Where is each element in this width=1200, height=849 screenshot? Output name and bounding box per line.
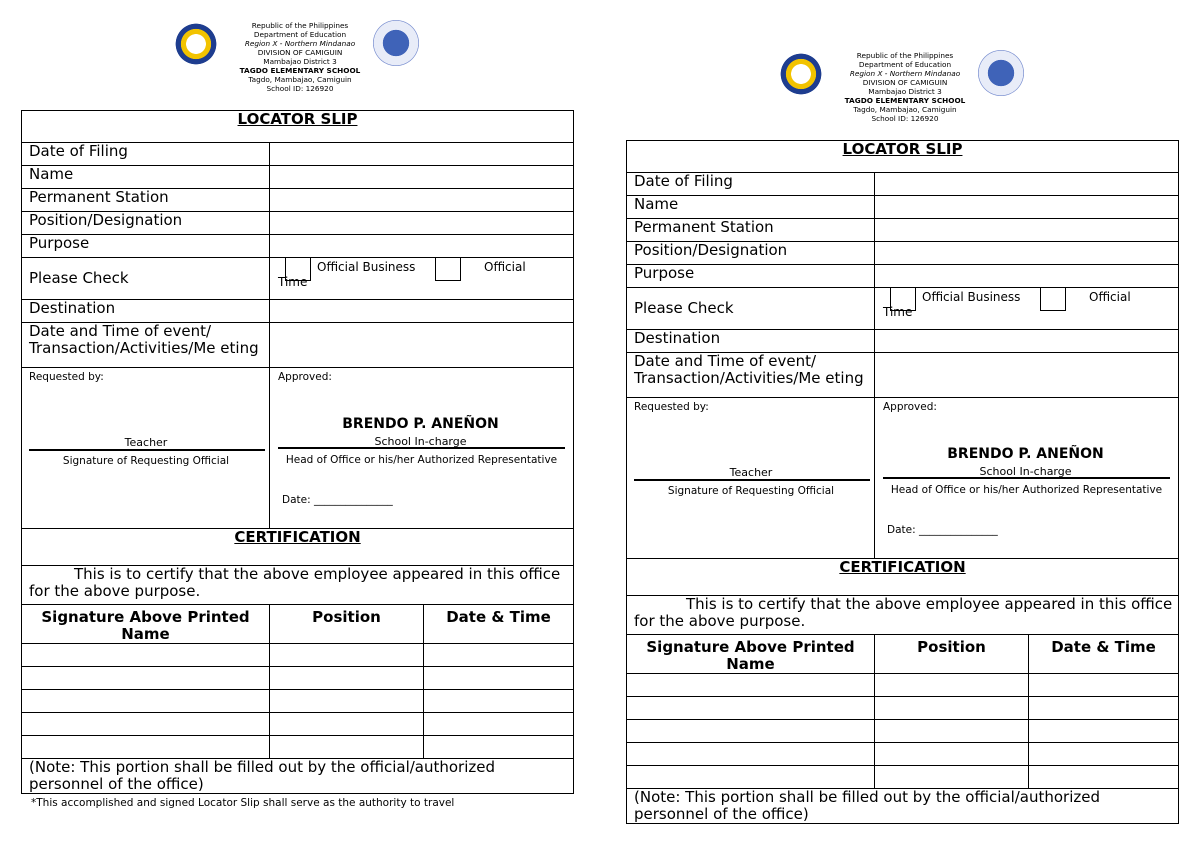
position-field[interactable]	[875, 242, 1179, 265]
signature-line	[634, 479, 870, 481]
field-label: Name	[627, 196, 875, 219]
column-header: Position	[875, 635, 1029, 674]
header-line: School ID: 126920	[871, 114, 939, 123]
signature-caption: Signature of Requesting Official	[667, 485, 835, 497]
name-field[interactable]	[270, 166, 574, 189]
date-of-filing-field[interactable]	[875, 173, 1179, 196]
field-label: Date of Filing	[627, 173, 875, 196]
header-line: Mambajao District 3	[868, 87, 942, 96]
table-cell[interactable]	[270, 644, 424, 667]
field-label: Purpose	[22, 235, 270, 258]
table-cell[interactable]	[424, 736, 574, 759]
certification-title: CERTIFICATION	[627, 559, 1179, 596]
name-field[interactable]	[875, 196, 1179, 219]
signature-line	[883, 477, 1170, 479]
column-header: Signature Above Printed Name	[627, 635, 875, 674]
table-cell[interactable]	[424, 690, 574, 713]
field-label: Destination	[22, 300, 270, 323]
table-cell[interactable]	[424, 713, 574, 736]
header-line: Tagdo, Mambajao, Camiguin	[853, 105, 957, 114]
field-label: Please Check	[627, 288, 875, 330]
checkbox-label: Official Business	[317, 260, 416, 274]
destination-field[interactable]	[875, 330, 1179, 353]
checkbox-label-wrap: Time	[883, 305, 913, 319]
checkbox-label: Official	[484, 260, 526, 274]
certification-title: CERTIFICATION	[22, 529, 574, 566]
permanent-station-field[interactable]	[875, 219, 1179, 242]
table-cell[interactable]	[270, 667, 424, 690]
approved-cell	[270, 368, 574, 529]
certification-note: (Note: This portion shall be filled out by the official/authorized personnel of the office)	[627, 789, 1179, 824]
checkbox-label: Official	[1089, 290, 1131, 304]
form-title: LOCATOR SLIP	[627, 141, 1179, 173]
permanent-station-field[interactable]	[270, 189, 574, 212]
column-header: Position	[270, 605, 424, 644]
table-cell[interactable]	[22, 690, 270, 713]
header-line: DIVISION OF CAMIGUIN	[257, 48, 343, 57]
header-line: Department of Education	[858, 60, 952, 69]
date-time-field[interactable]	[270, 323, 574, 368]
approved-cell	[875, 398, 1179, 559]
field-label: Permanent Station	[22, 189, 270, 212]
approver-caption: Head of Office or his/her Authorized Representative	[890, 484, 1163, 496]
table-cell[interactable]	[875, 674, 1029, 697]
approval-date-field[interactable]: Date: _______________	[887, 524, 998, 536]
table-cell[interactable]	[270, 713, 424, 736]
table-cell[interactable]	[424, 644, 574, 667]
date-of-filing-field[interactable]	[270, 143, 574, 166]
locator-slip-right	[626, 30, 1178, 824]
table-cell[interactable]	[627, 766, 875, 789]
requested-by-label: Requested by:	[29, 371, 104, 383]
header-line: Region X - Northern Mindanao	[849, 69, 961, 78]
official-time-checkbox[interactable]	[435, 257, 461, 281]
approver-name: BRENDO P. ANEÑON	[947, 446, 1104, 462]
requested-by-cell	[627, 398, 875, 559]
check-options	[270, 258, 574, 300]
table-cell[interactable]	[22, 736, 270, 759]
table-cell[interactable]	[424, 667, 574, 690]
certification-text-cell	[627, 596, 1179, 635]
table-cell[interactable]	[875, 720, 1029, 743]
signature-line	[29, 449, 265, 451]
table-cell[interactable]	[875, 697, 1029, 720]
check-options	[875, 288, 1179, 330]
header-line: School ID: 126920	[266, 84, 334, 93]
table-cell[interactable]	[1029, 720, 1179, 743]
signature-line	[278, 447, 565, 449]
requested-by-cell	[22, 368, 270, 529]
table-cell[interactable]	[627, 697, 875, 720]
table-cell[interactable]	[1029, 743, 1179, 766]
table-cell[interactable]	[22, 667, 270, 690]
requested-by-label: Requested by:	[634, 401, 709, 413]
approver-name: BRENDO P. ANEÑON	[342, 416, 499, 432]
header-text	[816, 51, 994, 123]
field-label: Date of Filing	[22, 143, 270, 166]
header-line: Department of Education	[253, 30, 347, 39]
field-label: Destination	[627, 330, 875, 353]
column-header: Date & Time	[1029, 635, 1179, 674]
field-label: Position/Designation	[627, 242, 875, 265]
header-line: Republic of the Philippines	[251, 21, 349, 30]
table-cell[interactable]	[270, 736, 424, 759]
locator-slip-left	[21, 0, 573, 809]
field-label: Permanent Station	[627, 219, 875, 242]
checkbox-label-wrap: Time	[278, 275, 308, 289]
header-line: Tagdo, Mambajao, Camiguin	[248, 75, 352, 84]
table-cell[interactable]	[270, 690, 424, 713]
field-label: Please Check	[22, 258, 270, 300]
certification-text: This is to certify that the above employee appeared in this office for the above purpose.	[634, 595, 1173, 630]
locator-form-table	[21, 110, 574, 794]
deped-seal-icon	[978, 50, 1024, 96]
column-header: Date & Time	[424, 605, 574, 644]
certification-text: This is to certify that the above employee appeared in this office for the above purpose.	[29, 565, 561, 600]
approval-date-field[interactable]: Date: _______________	[282, 494, 393, 506]
column-header: Signature Above Printed Name	[22, 605, 270, 644]
approver-caption: Head of Office or his/her Authorized Representative	[285, 454, 558, 466]
table-cell[interactable]	[1029, 674, 1179, 697]
official-time-checkbox[interactable]	[1040, 287, 1066, 311]
purpose-field[interactable]	[270, 235, 574, 258]
requester-name: Teacher	[729, 466, 773, 479]
position-field[interactable]	[270, 212, 574, 235]
field-label: Name	[22, 166, 270, 189]
header-line: TAGDO ELEMENTARY SCHOOL	[844, 96, 966, 105]
table-cell[interactable]	[1029, 766, 1179, 789]
field-label: Purpose	[627, 265, 875, 288]
table-cell[interactable]	[22, 713, 270, 736]
approver-role: School In-charge	[979, 465, 1072, 478]
deped-seal-icon	[373, 20, 419, 66]
checkbox-label: Official Business	[922, 290, 1021, 304]
approved-label: Approved:	[883, 401, 937, 413]
table-cell[interactable]	[627, 743, 875, 766]
header-line: Mambajao District 3	[263, 57, 337, 66]
field-label: Date and Time of event/ Transaction/Activities/Me eting	[22, 323, 270, 368]
destination-field[interactable]	[270, 300, 574, 323]
header-text	[211, 21, 389, 93]
certification-text-cell	[22, 566, 574, 605]
header-line: Region X - Northern Mindanao	[244, 39, 356, 48]
table-cell[interactable]	[627, 674, 875, 697]
table-cell[interactable]	[22, 644, 270, 667]
header-line: TAGDO ELEMENTARY SCHOOL	[239, 66, 361, 75]
table-cell[interactable]	[627, 720, 875, 743]
approved-label: Approved:	[278, 371, 332, 383]
authority-note: *This accomplished and signed Locator Slip shall serve as the authority to travel	[31, 797, 455, 809]
header-line: DIVISION OF CAMIGUIN	[862, 78, 948, 87]
table-cell[interactable]	[875, 766, 1029, 789]
table-cell[interactable]	[875, 743, 1029, 766]
slip-header	[21, 0, 573, 110]
field-label: Position/Designation	[22, 212, 270, 235]
date-time-field[interactable]	[875, 353, 1179, 398]
slip-header	[626, 30, 1178, 140]
table-cell[interactable]	[1029, 697, 1179, 720]
field-label: Date and Time of event/ Transaction/Activities/Me eting	[627, 353, 875, 398]
purpose-field[interactable]	[875, 265, 1179, 288]
requester-name: Teacher	[124, 436, 168, 449]
certification-note: (Note: This portion shall be filled out by the official/authorized personnel of the office)	[22, 759, 574, 794]
signature-caption: Signature of Requesting Official	[62, 455, 230, 467]
header-line: Republic of the Philippines	[856, 51, 954, 60]
locator-form-table	[626, 140, 1179, 824]
approver-role: School In-charge	[374, 435, 467, 448]
form-title: LOCATOR SLIP	[22, 111, 574, 143]
